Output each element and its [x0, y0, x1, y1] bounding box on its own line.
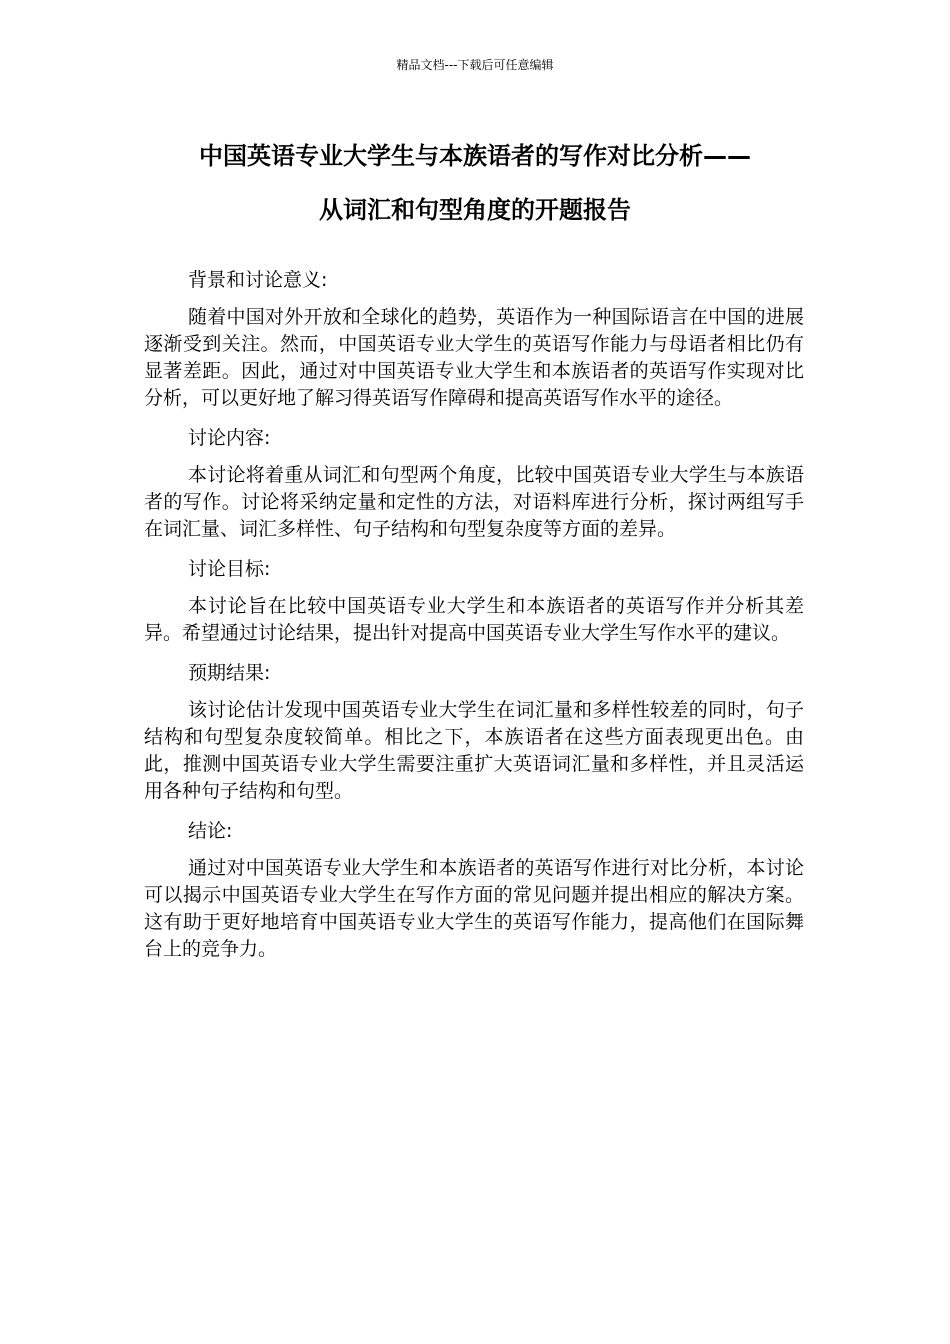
section-paragraph: 随着中国对外开放和全球化的趋势，英语作为一种国际语言在中国的进展逐渐受到关注。然而，中国英语专业大学生的英语写作能力与母语者相比仍有显著差距。因此，通过对中国英语专业大学生和本族语者的英语写作实现对比分析，可以更好地了解习得英语写作障碍和提高英语写作水平的途径。 — [144, 306, 804, 409]
section-heading: 讨论目标: — [188, 558, 271, 580]
document-body — [144, 266, 804, 975]
section-heading: 讨论内容: — [188, 427, 271, 449]
section-paragraph: 本讨论将着重从词汇和句型两个角度，比较中国英语专业大学生与本族语者的写作。讨论将采纳定量和定性的方法，对语料库进行分析，探讨两组写手在词汇量、词汇多样性、句子结构和句型复杂度等方面的差异。 — [144, 464, 804, 540]
section-background — [144, 266, 804, 412]
section-heading: 结论: — [188, 820, 233, 842]
section-objectives — [144, 555, 804, 647]
page-header: 精品文档---下载后可任意编辑 — [396, 58, 554, 72]
section-heading: 预期结果: — [188, 662, 271, 684]
section-paragraph: 通过对中国英语专业大学生和本族语者的英语写作进行对比分析，本讨论可以揭示中国英语专业大学生在写作方面的常见问题并提出相应的解决方案。这有助于更好地培育中国英语专业大学生的英语写作能力，提高他们在国际舞台上的竞争力。 — [144, 857, 804, 960]
section-paragraph: 该讨论估计发现中国英语专业大学生在词汇量和多样性较差的同时，句子结构和句型复杂度较简单。相比之下，本族语者在这些方面表现更出色。由此，推测中国英语专业大学生需要注重扩大英语词汇量和多样性，并且灵活运用各种句子结构和句型。 — [144, 699, 804, 802]
document-title-line-2: 从词汇和句型角度的开题报告 — [319, 196, 631, 224]
section-content — [144, 424, 804, 543]
section-paragraph: 本讨论旨在比较中国英语专业大学生和本族语者的英语写作并分析其差异。希望通过讨论结果，提出针对提高中国英语专业大学生写作水平的建议。 — [144, 595, 804, 644]
section-heading: 背景和讨论意义: — [188, 269, 328, 291]
section-conclusion — [144, 817, 804, 963]
document-title-line-1: 中国英语专业大学生与本族语者的写作对比分析—— — [199, 142, 751, 170]
section-expected-results — [144, 659, 804, 805]
